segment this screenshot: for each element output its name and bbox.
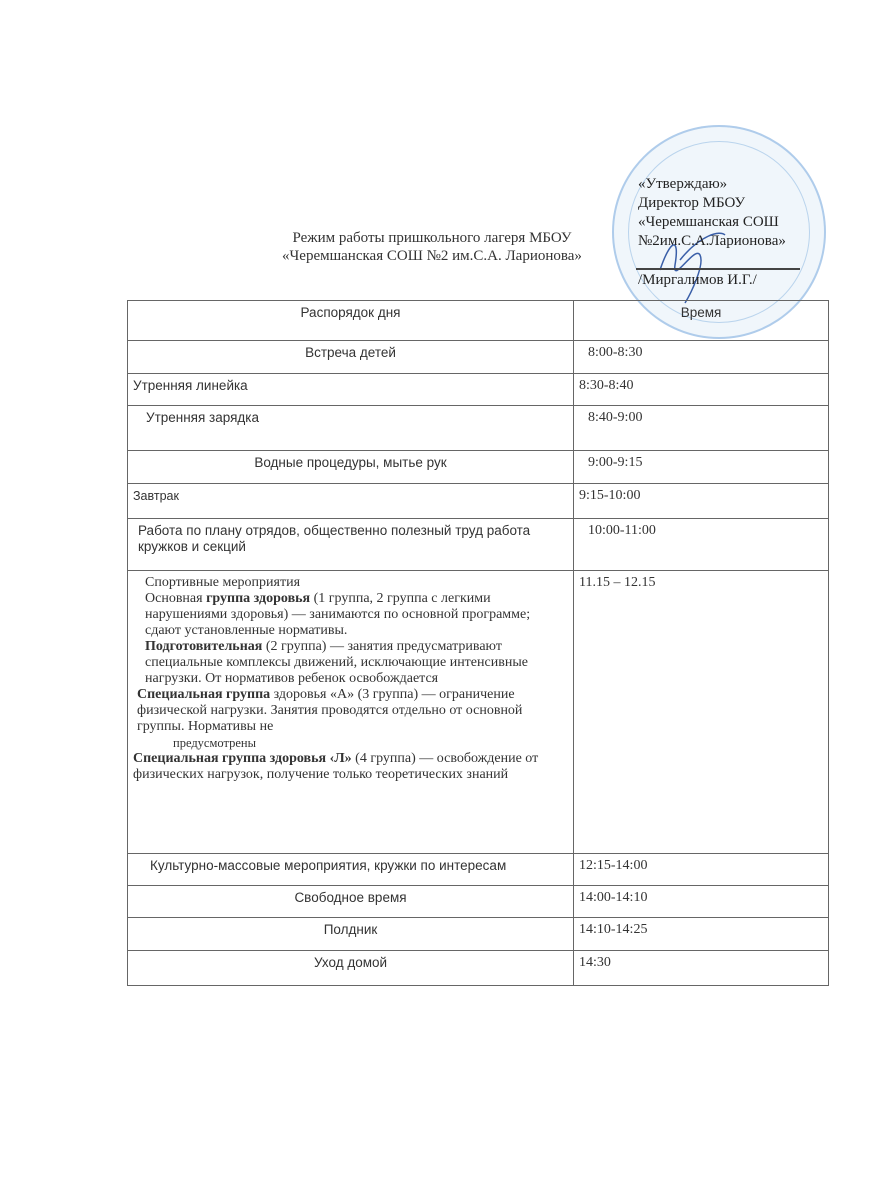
text: здоровья «А» (3 группа) — ограничение физической нагрузки. Занятия проводятся отдельно от основной группы. Нормативы не [137,687,523,734]
time-cell: 9:00-9:15 [574,451,829,484]
signatory-name: /Миргалимов И.Г./ [638,272,757,288]
sport-group-2 [133,639,568,687]
table-row [128,341,829,374]
time-cell: 8:00-8:30 [574,341,829,374]
table-row [128,484,829,519]
activity-cell: Свободное время [128,886,574,918]
header-activity: Распорядок дня [128,301,574,341]
activity-cell: Водные процедуры, мытье рук [128,451,574,484]
table-row [128,374,829,406]
activity-cell: Культурно-массовые мероприятия, кружки по интересам [128,854,574,886]
activity-cell: Работа по плану отрядов, общественно полезный труд работа кружков и секций [128,519,574,571]
time-cell: 12:15-14:00 [574,854,829,886]
schedule-table [127,300,829,986]
activity-cell: Встреча детей [128,341,574,374]
approval-block [638,175,786,251]
table-row [128,918,829,951]
sport-activity-cell [128,571,574,854]
sport-group-3-tail: предусмотрены [173,736,256,750]
time-cell: 8:40-9:00 [574,406,829,451]
activity-cell: Утренняя зарядка [128,406,574,451]
document-title [262,229,602,265]
time-cell: 11.15 – 12.15 [574,571,829,854]
time-cell: 8:30-8:40 [574,374,829,406]
table-row-sport [128,571,829,854]
text-bold: Специальная группа [137,687,271,702]
time-cell: 9:15-10:00 [574,484,829,519]
sport-group-3 [133,687,568,735]
table-row [128,854,829,886]
time-cell: 14:10-14:25 [574,918,829,951]
text: (2 группа) — занятия предусматривают специальные комплексы движений, исключающие интенсивные нагрузки. От нормативов ребенок освобождается [145,639,528,686]
text-bold: Подготовительная [145,639,263,654]
approval-line: №2им.С.А.Ларионова» [638,233,786,249]
approval-line: Директор МБОУ [638,195,746,211]
table-header-row [128,301,829,341]
activity-cell: Уход домой [128,951,574,986]
approval-line: «Утверждаю» [638,176,728,192]
text-bold: Специальная группа здоровья ‹Л» [133,751,352,766]
table-row [128,951,829,986]
time-cell: 10:00-11:00 [574,519,829,571]
activity-cell: Завтрак [128,484,574,519]
activity-cell: Полдник [128,918,574,951]
sport-heading: Спортивные мероприятия [145,575,301,590]
table-row [128,451,829,484]
title-line: «Черемшанская СОШ №2 им.С.А. Ларионова» [282,248,582,264]
header-time: Время [574,301,829,341]
title-line: Режим работы пришкольного лагеря МБОУ [292,230,572,246]
text: Основная [145,591,207,606]
time-cell: 14:30 [574,951,829,986]
text-bold: группа здоровья [206,591,311,606]
table-row [128,519,829,571]
time-cell: 14:00-14:10 [574,886,829,918]
text: (1 группа, 2 группа с легкими нарушениями здоровья) — занимаются по основной программе; сдают установленные нормативы. [145,591,531,638]
approval-line: «Черемшанская СОШ [638,214,779,230]
table-row [128,406,829,451]
signature-line [636,268,800,270]
sport-group-4 [133,751,568,783]
text: (4 группа) — освобождение от физических нагрузок, получение только теоретических знаний [133,751,539,782]
activity-cell: Утренняя линейка [128,374,574,406]
sport-group-1 [133,591,568,639]
table-row [128,886,829,918]
